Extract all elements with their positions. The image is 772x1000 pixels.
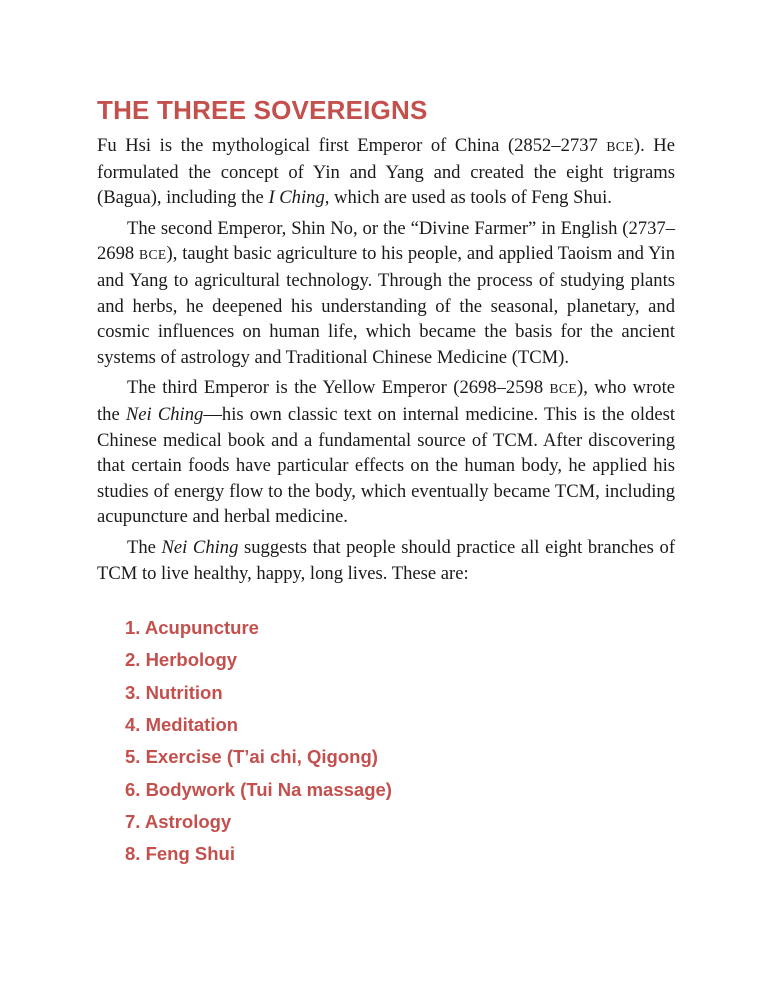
- book-title: I Ching: [268, 187, 325, 209]
- era-label: BCE: [139, 247, 167, 263]
- list-item: 7. Astrology: [125, 810, 232, 832]
- list-item: 8. Feng Shui: [125, 843, 235, 865]
- text-run: ), who wrote the: [97, 377, 676, 425]
- text-run: , which are used as tools of Feng Shui.: [324, 187, 612, 209]
- text-run: suggests that people should practice all eight branches of TCM to live healthy, happy, long lives. These are:: [97, 536, 676, 584]
- list-item: 1. Acupuncture: [125, 617, 259, 639]
- paragraph-fu-hsi: [97, 133, 675, 211]
- list-item: 3. Nutrition: [125, 681, 223, 703]
- text-run: ), taught basic agriculture to his people, and applied Taoism and Yin and Yang to agricultural technology. Through the process of studying plants and herbs, he deepened his understanding of the seasonal, planetary, and cosmic influences on human life, which became the basis for the ancient systems of astrology and Traditional Chinese Medicine (TCM).: [97, 243, 675, 368]
- paragraph-nei-ching: [97, 535, 675, 586]
- era-label: BCE: [549, 381, 577, 397]
- list-item: 4. Meditation: [125, 713, 239, 735]
- era-label: BCE: [606, 139, 634, 154]
- paragraph-shin-no: [97, 216, 675, 371]
- page-content: [97, 92, 675, 870]
- book-title: Nei Ching: [125, 403, 204, 425]
- text-run: ). He formulated the concept of Yin and Yang and created the eight trigrams (Bagua), including the: [97, 135, 675, 209]
- list-item: 6. Bodywork (Tui Na massage): [125, 778, 392, 800]
- list-item: 2. Herbology: [125, 649, 238, 671]
- text-run: The: [127, 536, 162, 558]
- book-title: Nei Ching: [161, 536, 239, 558]
- section-heading: THE THREE SOVEREIGNS: [97, 95, 428, 125]
- text-run: Fu Hsi is the mythological first Emperor of China (2852–2737: [97, 135, 607, 156]
- text-run: —his own classic text on internal medicine. This is the oldest Chinese medical book and a fundamental source of TCM. After discovering that certain foods have particular effects on the human body, he applied his studies of energy flow to the body, which eventually became TCM, including acupuncture and herbal medicine.: [97, 403, 675, 528]
- paragraph-yellow-emperor: [97, 375, 675, 530]
- text-run: The second Emperor, Shin No, or the “Divine Farmer” in English (2737–2698: [97, 217, 675, 265]
- text-run: The third Emperor is the Yellow Emperor (2698–2598: [127, 377, 550, 399]
- list-item: 5. Exercise (T’ai chi, Qigong): [125, 746, 378, 768]
- branches-list: [97, 612, 675, 870]
